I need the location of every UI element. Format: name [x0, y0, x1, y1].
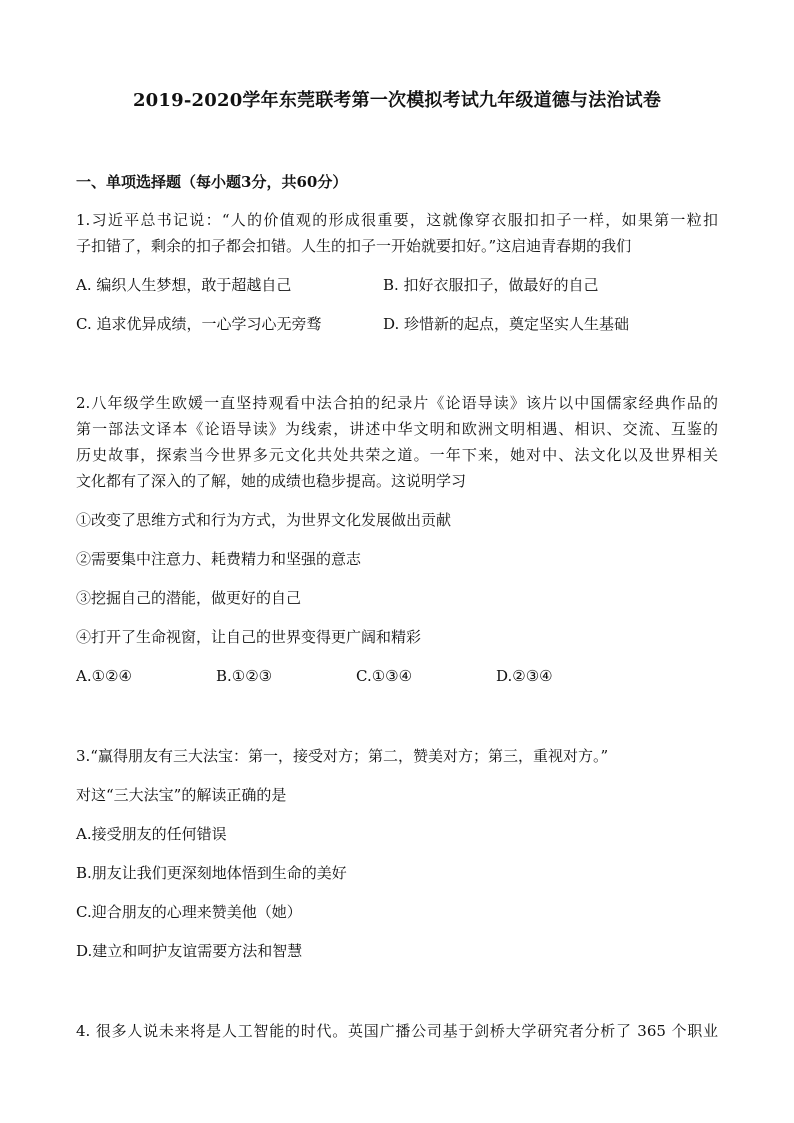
q2-stem-line2: 第一部法文译本《论语导读》为线索，讲述中华文明和欧洲文明相遇、相识、交流、互鉴的 — [76, 420, 718, 438]
exam-title: 2019-2020学年东莞联考第一次模拟考试九年级道德与法治试卷 — [132, 90, 662, 111]
q2-item-2: ②需要集中注意力、耗费精力和坚强的意志 — [76, 550, 362, 568]
q1-option-c: C. 追求优异成绩，一心学习心无旁骛 — [76, 315, 322, 333]
q2-stem-line4: 文化都有了深入的了解，她的成绩也稳步提高。这说明学习 — [76, 472, 467, 490]
q2-option-d: D.②③④ — [496, 667, 553, 685]
q3-option-d: D.建立和呵护友谊需要方法和智慧 — [76, 942, 303, 960]
q1-option-d: D. 珍惜新的起点，奠定坚实人生基础 — [383, 315, 630, 333]
section-heading: 一、单项选择题（每小题3分，共60分） — [76, 173, 348, 191]
q1-stem-line1: 1.习近平总书记说：“人的价值观的形成很重要，这就像穿衣服扣扣子一样，如果第一粒扣 — [76, 211, 718, 229]
q2-option-b: B.①②③ — [216, 667, 273, 685]
q4-stem-line1: 4. 很多人说未来将是人工智能的时代。英国广播公司基于剑桥大学研究者分析了 365 个职业 — [76, 1022, 718, 1040]
q2-stem-line1: 2.八年级学生欧媛一直坚持观看中法合拍的纪录片《论语导读》该片以中国儒家经典作品的 — [76, 394, 718, 412]
q1-stem-line2: 子扣错了，剩余的扣子都会扣错。人生的扣子一开始就要扣好。”这启迪青春期的我们 — [76, 237, 632, 255]
q2-stem-line3: 历史故事，探索当今世界多元文化共处共荣之道。一年下来，她对中、法文化以及世界相关 — [76, 446, 718, 464]
q2-item-1: ①改变了思维方式和行为方式，为世界文化发展做出贡献 — [76, 511, 452, 529]
q3-stem-line1: 3.“赢得朋友有三大法宝：第一，接受对方；第二，赞美对方；第三，重视对方。” — [76, 747, 609, 765]
q1-option-b: B. 扣好衣服扣子，做最好的自己 — [383, 276, 599, 294]
q2-option-c: C.①③④ — [356, 667, 413, 685]
q2-option-a: A.①②④ — [76, 667, 132, 685]
q3-option-a: A.接受朋友的任何错误 — [76, 825, 227, 843]
q3-stem-line2: 对这“三大法宝”的解读正确的是 — [76, 786, 287, 804]
q3-option-b: B.朋友让我们更深刻地体悟到生命的美好 — [76, 864, 347, 882]
q2-item-3: ③挖掘自己的潜能，做更好的自己 — [76, 589, 302, 607]
q3-option-c: C.迎合朋友的心理来赞美他（她） — [76, 903, 302, 921]
q1-option-a: A. 编织人生梦想，敢于超越自己 — [76, 276, 292, 294]
q2-item-4: ④打开了生命视窗，让自己的世界变得更广阔和精彩 — [76, 628, 422, 646]
